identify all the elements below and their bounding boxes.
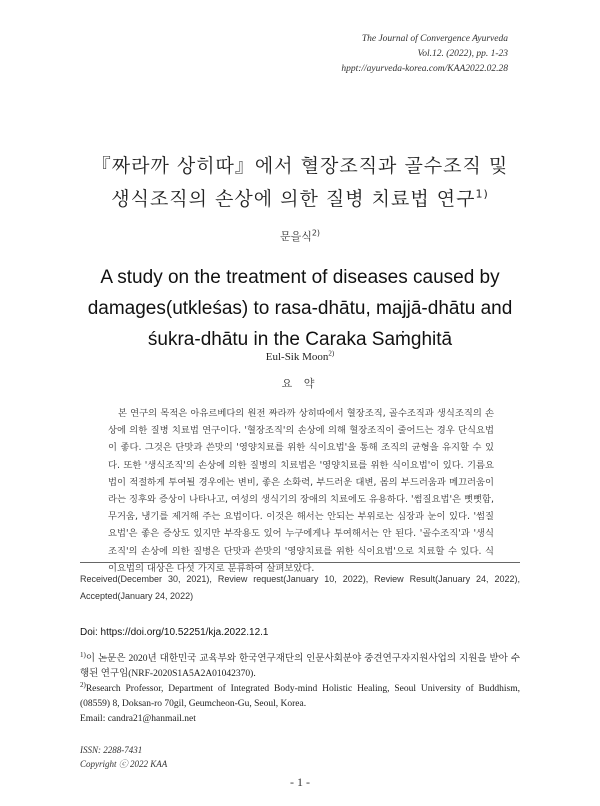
footnote-email: Email: candra21@hanmail.net [80,714,196,724]
korean-title-line-2: 생식조직의 손상에 의한 질병 치료법 연구$^{1)}$ [111,187,489,210]
abstract-text: 본 연구의 목적은 아유르베다의 원전 짜라까 상히따에서 혈장조직, 골수조직과 생식조직의 손상에 의한 질병 치료법 연구이다. '혈장조직'의 손상에 의해 혈장조직이 줄어드는 경우 단식요법이 좋다. 그것은 단맛과 쓴맛의 '영양치료를 위한 식이요법'을 통해 조직의 균형을 유지할 수 있다. 또한 '생식조직'의 손상에 의한 질병의 치료법은 '영양치료를 위한 식이요법'이 있다. 기름요법이 적절하게 투여될 경우에는 변비, 좋은 소화력, 부드러운 대변, 몸의 부드러움과 메끄러움이라는 징후와 증상이 나타나고, 여성의 생식기의 장애의 치료에도 유용하다. '썸질요법'은 뻣뻣함, 무거움, 냉기를 제거해 주는 요법이다. 이것은 해서는 안되는 부위로는 심장과 눈이 있다. '썸질요법'은 좋은 증상도 있지만 부작용도 있어 누구에게나 투여해서는 안 된다. '골수조직'과 '생식조직'의 손상에 의한 질병은 단맛과 쓴맛의 '영양치료를 위한 식이요법'으로 치료할 수 있다. 식이요법의 대상은 다섯 가지로 분류하여 살펴보았다. [108,408,494,574]
footnote-2: $^{2)}$Research Professor, Department of Integrated Body-mind Holistic Healing, Seoul University of Buddhism, (08559) 8, Doksan-ro 70gil, Geumcheon-Gu, Seoul, Korea. [80,680,520,709]
english-title-line-2: damages(utkleśas) to rasa-dhātu, majjā-dhātu and [87,298,513,319]
korean-author: 문을식$^{2)}$ [279,228,321,243]
abstract-heading: 요 약 [281,377,319,390]
abstract-body [108,405,494,577]
english-title-line-3: śukra-dhātu in the Caraka Saṁghitā [147,329,453,350]
korean-title-line-1: 『짜라까 상히따』에서 혈장조직과 골수조직 및 [91,155,509,177]
footnotes [80,652,520,727]
english-title-line-1: A study on the treatment of diseases caused by [100,267,500,288]
english-author: Eul-Sik Moon$^{2)}$ [265,349,335,363]
issn: ISSN: 2288-7431 [80,745,143,755]
divider [80,562,520,563]
page-number: - 1 - [290,775,310,789]
korean-author-marker: 2) [311,228,321,238]
korean-title [0,150,600,216]
copyright: Copyright ⓒ 2022 KAA [80,759,168,769]
received-dates: Received(December 30, 2021), Review request(January 10, 2022), Review Result(January 24, 2022), Accepted(January 24, 2022) [80,574,520,601]
title-footnote-marker: 1) [475,187,489,201]
issn-block [80,743,167,771]
journal-name: The Journal of Convergence Ayurveda [361,34,508,44]
doi-link[interactable]: Doi: https://doi.org/10.52251/kja.2022.12.1 [80,627,269,638]
journal-url: hppt://ayurveda-korea.com/KAA2022.02.28 [341,64,508,74]
footnote-1: $^{1)}$이 논문은 2020년 대한민국 교육부와 한국연구재단의 인문사회분야 중견연구자지원사업의 지원을 받아 수행된 연구임(NRF-2020S1A5A2A01042370). [80,650,520,679]
journal-header [341,32,508,77]
english-author-marker: 2) [328,349,335,358]
journal-volume: Vol.12. (2022), pp. 1-23 [417,49,508,59]
